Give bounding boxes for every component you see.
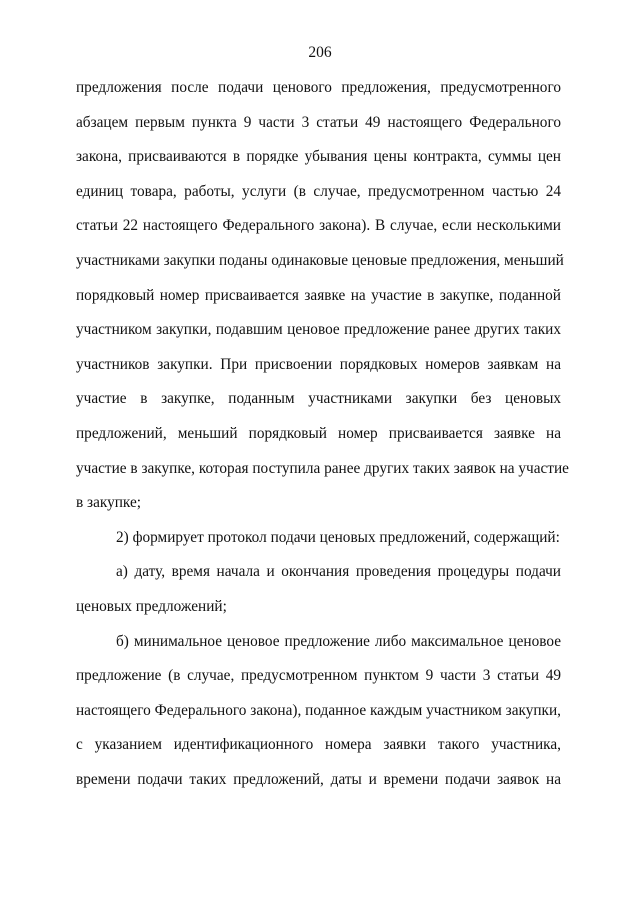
text-line: с указанием идентификационного номера заявки такого участника, <box>76 736 561 754</box>
text-line: времени подачи таких предложений, даты и времени подачи заявок на <box>76 770 561 788</box>
text-line: статьи 22 настоящего Федерального закона). В случае, если несколькими <box>76 217 561 235</box>
page-number: 206 <box>308 44 332 61</box>
paragraph-line: 2) формирует протокол подачи ценовых предложений, содержащий: <box>116 528 560 546</box>
document-body <box>76 78 569 804</box>
text-line: участие в закупке, поданным участниками закупки без ценовых <box>76 390 561 408</box>
text-line: единиц товара, работы, услуги (в случае, предусмотренном частью 24 <box>76 182 561 200</box>
text-line: абзацем первым пункта 9 части 3 статьи 49 настоящего Федерального <box>76 113 561 131</box>
paragraph-line: б) минимальное ценовое предложение либо максимальное ценовое <box>116 632 561 650</box>
text-line: предложение (в случае, предусмотренном пунктом 9 части 3 статьи 49 <box>76 667 561 685</box>
text-line: порядковый номер присваивается заявке на участие в закупке, поданной <box>76 286 561 304</box>
text-line: в закупке; <box>76 494 142 512</box>
paragraph-line: а) дату, время начала и окончания проведения процедуры подачи <box>116 563 561 581</box>
text-line: ценовых предложений; <box>76 597 227 615</box>
text-line: участником закупки, подавшим ценовое предложение ранее других таких <box>76 321 561 339</box>
text-line: закона, присваиваются в порядке убывания цены контракта, суммы цен <box>76 148 561 166</box>
text-line: участниками закупки поданы одинаковые ценовые предложения, меньший <box>76 251 564 269</box>
text-line: участие в закупке, которая поступила ранее других таких заявок на участие <box>76 459 569 477</box>
text-line: настоящего Федерального закона), поданное каждым участником закупки, <box>76 701 561 719</box>
text-line: предложения после подачи ценового предложения, предусмотренного <box>76 79 561 96</box>
text-line: участников закупки. При присвоении порядковых номеров заявкам на <box>76 355 561 373</box>
text-line: предложений, меньший порядковый номер присваивается заявке на <box>76 424 561 442</box>
